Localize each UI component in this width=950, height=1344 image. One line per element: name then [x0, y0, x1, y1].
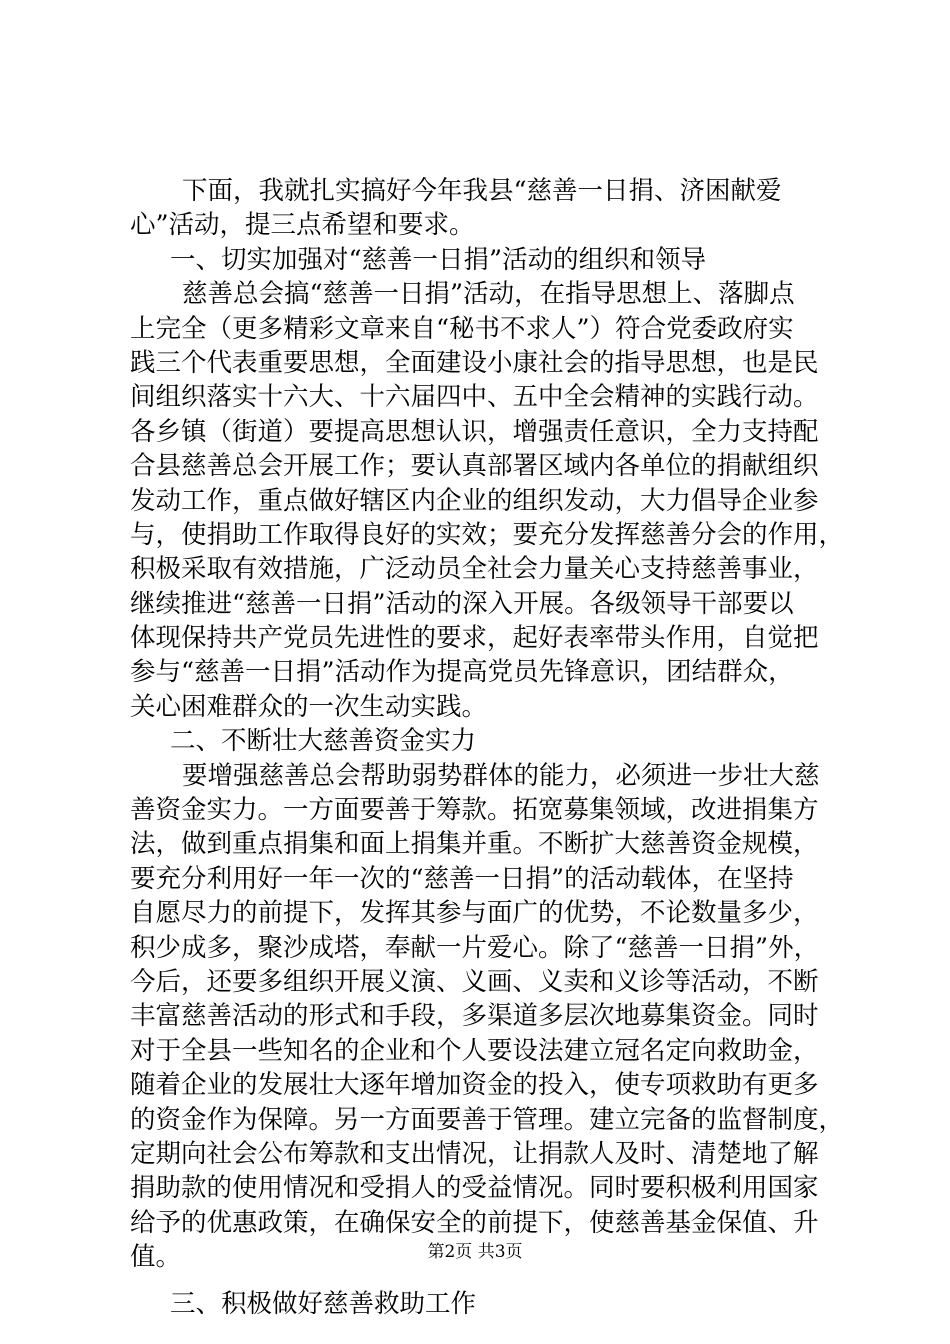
- paragraph-section-2-line: 值。: [130, 1242, 182, 1273]
- paragraph-section-1-line: 间组织落实十六大、十六届四中、五中全会精神的实践行动。: [130, 382, 819, 413]
- paragraph-section-2-line: 丰富慈善活动的形式和手段，多渠道多层次地募集资金。同时: [130, 1001, 819, 1032]
- paragraph-section-2-line: 的资金作为保障。另一方面要善于管理。建立完备的监督制度，: [130, 1104, 845, 1135]
- paragraph-section-2-line: 捐助款的使用情况和受捐人的受益情况。同时要积极利用国家: [130, 1173, 819, 1204]
- paragraph-section-1-line: 积极采取有效措施，广泛动员全社会力量关心支持慈善事业，: [130, 554, 819, 585]
- paragraph-section-1-line: 各乡镇（街道）要提高思想认识，增强责任意识，全力支持配: [130, 416, 819, 447]
- paragraph-section-2-line: 善资金实力。一方面要善于筹款。拓宽募集领域，改进捐集方: [130, 795, 819, 826]
- paragraph-section-1-line: 继续推进“慈善一日捐”活动的深入开展。各级领导干部要以: [130, 588, 794, 619]
- paragraph-section-2-line: 法，做到重点捐集和面上捐集并重。不断扩大慈善资金规模，: [130, 829, 819, 860]
- document-body: [130, 174, 850, 1321]
- paragraph-section-2-line: 对于全县一些知名的企业和个人要设法建立冠名定向救助金，: [130, 1035, 819, 1066]
- paragraph-section-1-line: 关心困难群众的一次生动实践。: [130, 691, 488, 722]
- paragraph-section-2-line: 自愿尽力的前提下，发挥其参与面广的优势，不论数量多少，: [130, 898, 819, 929]
- paragraph-section-2-line: 定期向社会公布筹款和支出情况，让捐款人及时、清楚地了解: [130, 1138, 819, 1169]
- paragraph-section-1-line: 体现保持共产党员先进性的要求，起好表率带头作用，自觉把: [130, 623, 819, 654]
- paragraph-section-1-line: 上完全（更多精彩文章来自“秘书不求人”）符合党委政府实: [130, 313, 794, 344]
- paragraph-section-2-line: 要充分利用好一年一次的“慈善一日捐”的活动载体，在坚持: [130, 863, 794, 894]
- paragraph-section-2-line: 给予的优惠政策，在确保安全的前提下，使慈善基金保值、升: [130, 1207, 819, 1238]
- paragraph-section-1-line: 发动工作，重点做好辖区内企业的组织发动，大力倡导企业参: [130, 485, 819, 516]
- paragraph-section-1-line: 参与“慈善一日捐”活动作为提高党员先锋意识，团结群众，: [130, 657, 794, 688]
- paragraph-section-2-line: 随着企业的发展壮大逐年增加资金的投入，使专项救助有更多: [130, 1070, 819, 1101]
- paragraph-section-1-line: 慈善总会搞“慈善一日捐”活动，在指导思想上、落脚点: [182, 279, 795, 310]
- page-number-footer: 第2页 共3页: [427, 1242, 523, 1262]
- section-heading-1: 一、切实加强对“慈善一日捐”活动的组织和领导: [170, 244, 707, 275]
- paragraph-section-2-line: 积少成多，聚沙成塔，奉献一片爱心。除了“慈善一日捐”外，: [130, 932, 820, 963]
- paragraph-section-1-line: 合县慈善总会开展工作；要认真部署区域内各单位的捐献组织: [130, 451, 819, 482]
- section-heading-3: 三、积极做好慈善救助工作: [170, 1288, 477, 1319]
- paragraph-intro-line: 心”活动，提三点希望和要求。: [130, 210, 475, 241]
- paragraph-section-2-line: 要增强慈善总会帮助弱势群体的能力，必须进一步壮大慈: [182, 760, 820, 791]
- paragraph-section-1-line: 与，使捐助工作取得良好的实效；要充分发挥慈善分会的作用，: [130, 519, 845, 550]
- section-heading-2: 二、不断壮大慈善资金实力: [170, 726, 477, 757]
- paragraph-section-2-line: 今后，还要多组织开展义演、义画、义卖和义诊等活动，不断: [130, 966, 819, 997]
- paragraph-intro-line: 下面，我就扎实搞好今年我县“慈善一日捐、济困献爱: [182, 176, 782, 206]
- paragraph-section-1-line: 践三个代表重要思想，全面建设小康社会的指导思想，也是民: [130, 347, 819, 378]
